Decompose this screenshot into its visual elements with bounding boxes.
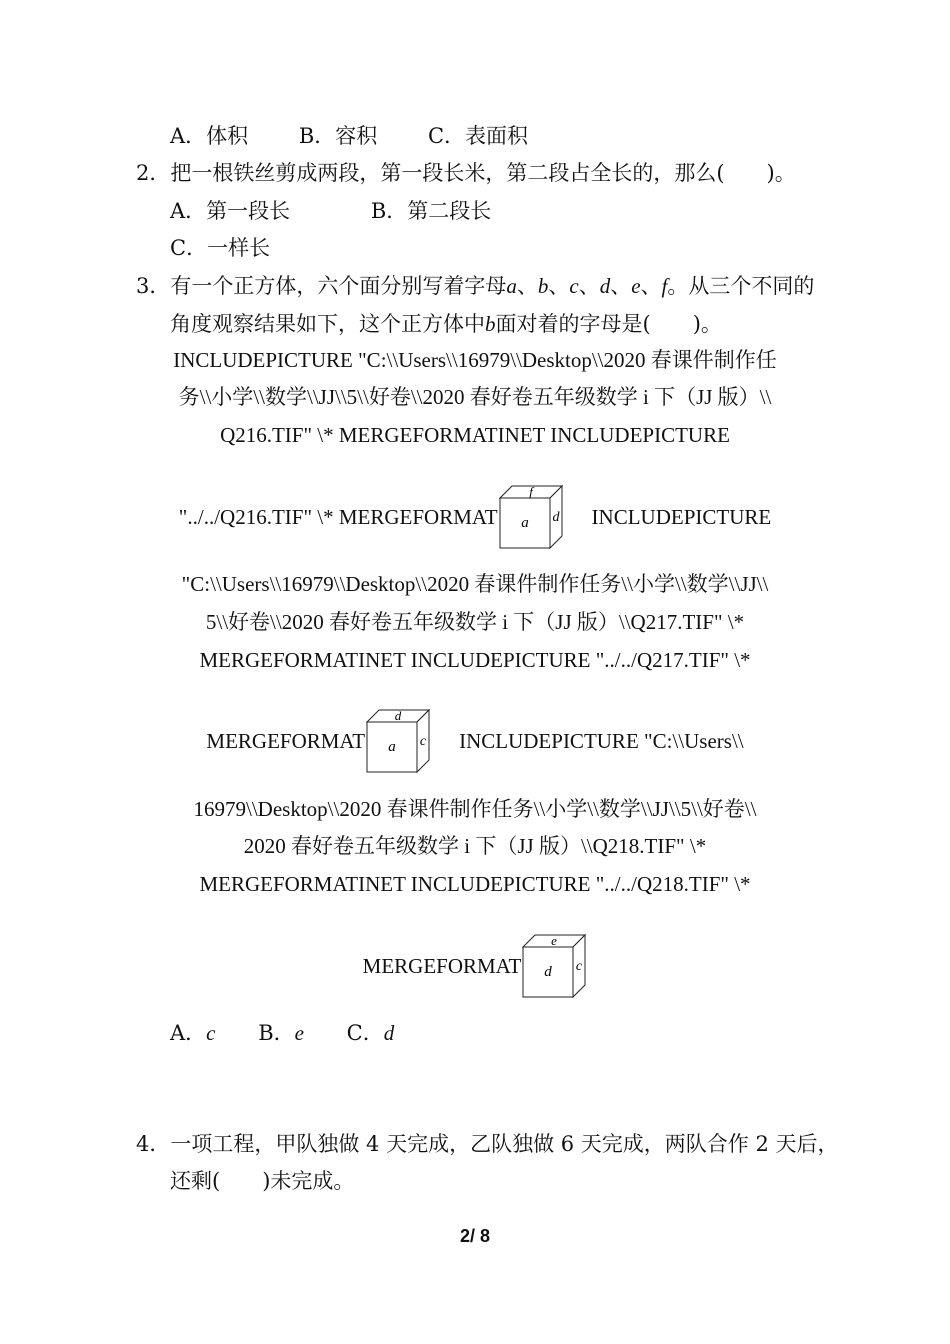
field-code-line: MERGEFORMAT	[206, 729, 366, 753]
cube-row-1	[0, 484, 950, 550]
field-code-line: 务\\小学\\数学\\JJ\\5\\好卷\\2020 春好卷五年级数学 i 下（JJ 版）\\	[178, 385, 772, 409]
letter-c: c	[569, 274, 579, 298]
field-code-line: MERGEFORMATINET INCLUDEPICTURE "../../Q218.TIF" \*	[199, 872, 751, 896]
q3-number: 3．	[136, 274, 171, 298]
option-label: B．	[258, 1021, 295, 1045]
sep: 、	[610, 274, 632, 298]
cube-3-side-face: c	[576, 959, 583, 974]
q2-option-a[interactable]: A．第一段长	[170, 199, 291, 223]
cube-row-3	[0, 933, 950, 999]
sep: 、	[548, 274, 570, 298]
letter-d: d	[599, 274, 611, 298]
cube-2-side-face: c	[420, 734, 427, 749]
cube-figure-3	[521, 933, 587, 999]
letter-a: a	[506, 274, 517, 298]
field-code-line: Q216.TIF" \* MERGEFORMATINET INCLUDEPICTURE	[220, 423, 730, 447]
cube-1-front-face: a	[520, 515, 529, 531]
q3-stem-end: 。从三个不同的	[667, 274, 815, 298]
option-label: C．	[346, 1021, 384, 1045]
q1-option-a[interactable]: A．体积	[170, 124, 249, 148]
field-code-line: "C:\\Users\\16979\\Desktop\\2020 春课件制作任务\\小学\\数学\\JJ\\	[181, 572, 769, 596]
q1-option-c[interactable]: C．表面积	[427, 124, 529, 148]
field-code-line: MERGEFORMATINET INCLUDEPICTURE "../../Q217.TIF" \*	[199, 648, 751, 672]
sep: 、	[640, 274, 662, 298]
letter-e: e	[631, 274, 641, 298]
cube-row-2	[0, 708, 950, 774]
q3-option-a[interactable]	[170, 1018, 216, 1048]
q2-options-row1	[170, 196, 491, 226]
field-code-line: INCLUDEPICTURE	[591, 505, 772, 529]
letter-b: b	[485, 312, 496, 336]
q3-option-c[interactable]	[347, 1018, 395, 1048]
option-label: A．	[170, 1021, 207, 1045]
field-code-line: 5\\好卷\\2020 春好卷五年级数学 i 下（JJ 版）\\Q217.TIF" \*	[205, 610, 745, 634]
q4-stem-line2: 还剩( )未完成。	[170, 1169, 355, 1193]
page-number: 2/ 8	[459, 1226, 491, 1246]
q3-options	[170, 1018, 394, 1048]
field-code-line: 16979\\Desktop\\2020 春课件制作任务\\小学\\数学\\JJ\\5\\好卷\\	[193, 797, 757, 821]
cube-1-top-face: f	[528, 484, 533, 499]
sep: 、	[516, 274, 538, 298]
cube-2-top-face: d	[394, 708, 402, 723]
letter-b: b	[537, 274, 549, 298]
cube-figure-2	[365, 708, 431, 774]
field-code-line: INCLUDEPICTURE "C:\\Users\\	[459, 729, 744, 753]
cube-1-side-face: d	[552, 510, 560, 525]
q4-stem: 4．一项工程，甲队独做 4 天完成，乙队独做 6 天完成，两队合作 2 天后，	[136, 1132, 839, 1156]
field-code-line: INCLUDEPICTURE "C:\\Users\\16979\\Desktop\\2020 春课件制作任	[173, 348, 777, 372]
q3-line2-text: 角度观察结果如下，这个正方体中	[170, 312, 485, 336]
q3-option-b[interactable]	[258, 1018, 304, 1048]
q3-stem	[136, 271, 814, 301]
option-value: c	[206, 1021, 216, 1045]
q1-option-b[interactable]: B．容积	[298, 124, 378, 148]
field-code-line: 2020 春好卷五年级数学 i 下（JJ 版）\\Q218.TIF" \*	[243, 834, 707, 858]
q2-option-b[interactable]: B．第二段长	[370, 199, 492, 223]
cube-3-front-face: d	[544, 964, 553, 980]
option-value: d	[383, 1021, 395, 1045]
q1-options	[170, 121, 528, 151]
q3-stem-line2	[170, 309, 722, 339]
q3-line2-end: 面对着的字母是( )。	[495, 312, 722, 336]
q2-option-c[interactable]: C．一样长	[170, 236, 271, 260]
field-code-line: MERGEFORMAT	[362, 954, 522, 978]
cube-3-top-face: e	[551, 933, 558, 948]
sep: 、	[578, 274, 600, 298]
option-value: e	[294, 1021, 304, 1045]
cube-figure-1	[498, 484, 564, 550]
letter-f: f	[661, 274, 668, 298]
field-code-line: "../../Q216.TIF" \* MERGEFORMAT	[178, 505, 498, 529]
cube-2-front-face: a	[388, 739, 396, 755]
q3-stem-text: 有一个正方体，六个面分别写着字母	[170, 274, 507, 298]
q2-stem: 2．把一根铁丝剪成两段，第一段长米，第二段占全长的，那么( )。	[136, 161, 796, 185]
